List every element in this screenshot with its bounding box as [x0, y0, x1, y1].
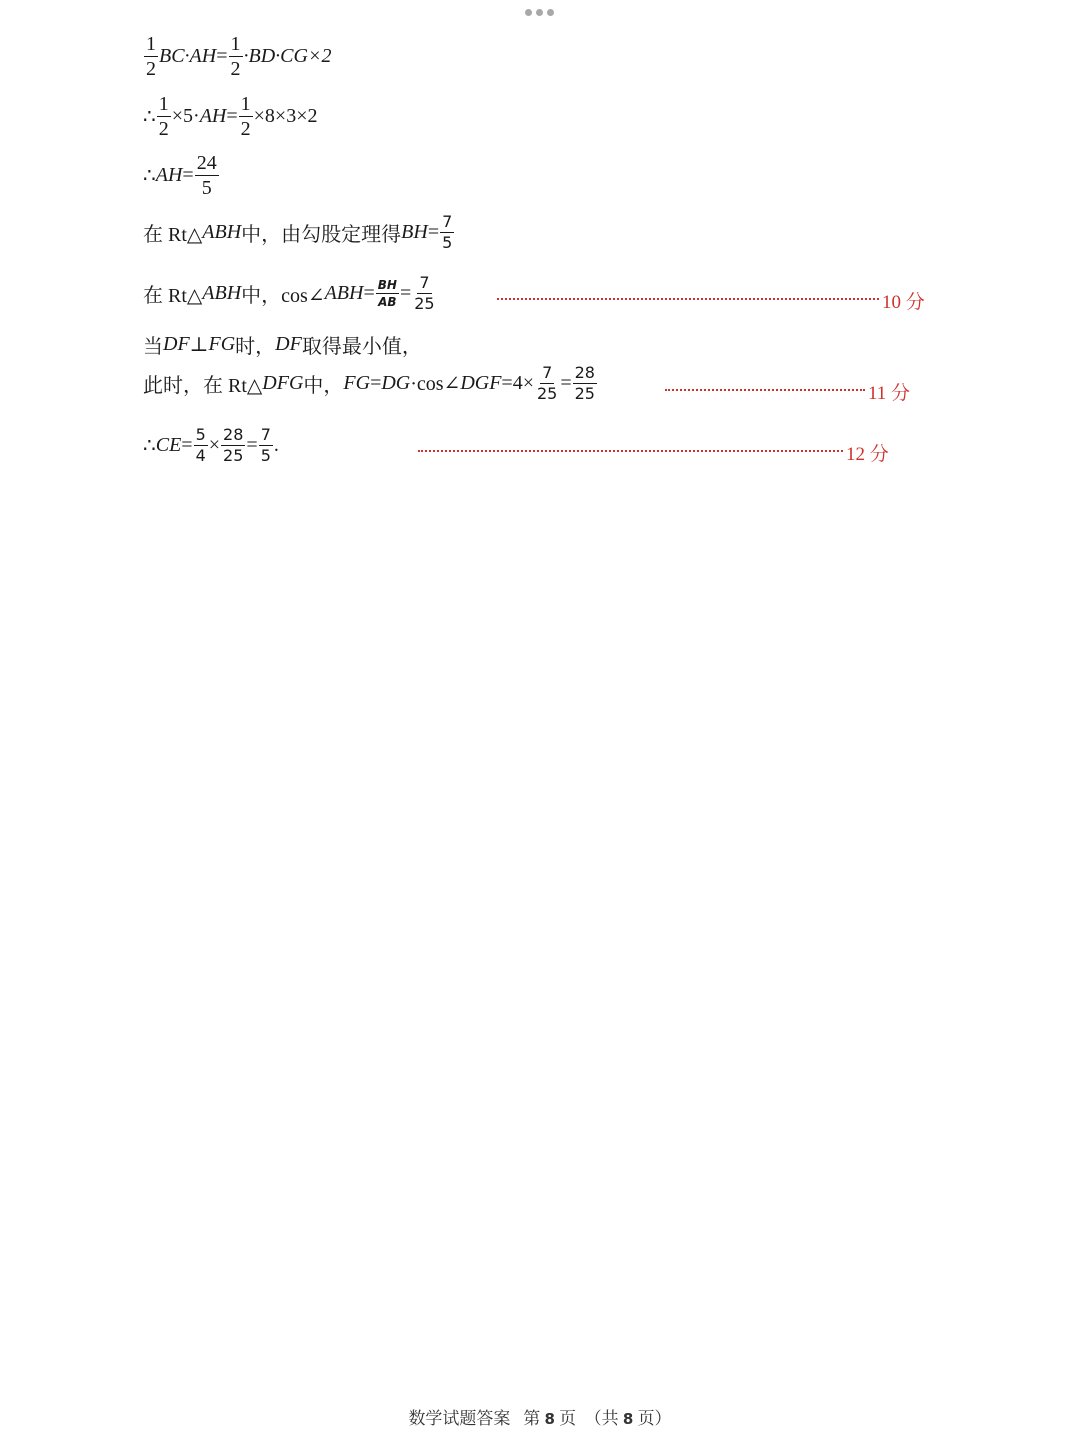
expr: ×8×3×2: [253, 105, 318, 127]
expr: DF: [163, 333, 190, 355]
score-label: 11 分: [868, 383, 911, 404]
text: 在 Rt△: [143, 224, 203, 246]
page-number: 8: [544, 1410, 555, 1428]
expr: =: [427, 221, 440, 243]
numerator: 7: [419, 273, 430, 292]
denominator: 2: [240, 118, 251, 140]
fraction: [144, 34, 158, 79]
text: 此时，在 Rt△: [143, 375, 263, 397]
numerator: 7: [442, 212, 453, 231]
expr: ⊥: [189, 334, 209, 356]
equation-line-1: [143, 34, 331, 79]
fraction: [195, 153, 219, 198]
text: 中，由勾股定理得: [241, 224, 402, 246]
expr: =: [226, 105, 238, 127]
expr: AH: [199, 105, 227, 127]
page-footer: [0, 1404, 1080, 1429]
expr: FG: [208, 333, 236, 355]
expr: ×5·: [171, 105, 200, 127]
denominator: 25: [536, 384, 558, 403]
more-options-icon[interactable]: [525, 9, 554, 16]
numerator: 28: [574, 363, 595, 382]
fraction: [229, 34, 243, 79]
expr: ·cos∠: [410, 373, 461, 395]
numerator: 24: [196, 152, 217, 174]
expr: =: [370, 372, 382, 394]
fraction: [573, 365, 597, 402]
numerator: BH: [377, 278, 397, 292]
text: 当: [143, 336, 163, 358]
expr: =: [182, 164, 194, 186]
expr: ·BD·CG×2: [243, 45, 332, 67]
dotted-leader: [418, 450, 843, 452]
expr: =4×: [501, 372, 534, 394]
denominator: 25: [223, 446, 244, 465]
fraction: [412, 275, 436, 312]
expr: AH: [155, 164, 183, 186]
fraction: [376, 279, 399, 308]
equation-line-6: [143, 330, 422, 359]
expr: .: [273, 434, 279, 456]
denominator: 25: [574, 384, 595, 403]
numerator: 1: [230, 33, 241, 55]
text: 在 Rt△: [143, 285, 203, 307]
dot: [536, 9, 543, 16]
expr: ×: [208, 434, 221, 456]
fraction: [157, 94, 171, 139]
equation-line-4: [143, 214, 455, 251]
expr: =: [399, 282, 412, 304]
numerator: 7: [542, 363, 553, 382]
equation-line-7: [143, 365, 598, 402]
dotted-leader: [497, 298, 879, 300]
text: 中，: [303, 375, 344, 397]
expr: =: [246, 434, 258, 456]
expr: DG: [381, 372, 411, 394]
expr: DFG: [262, 372, 304, 394]
expr: =: [560, 372, 572, 394]
numerator: 1: [240, 93, 251, 115]
score-marker-11: [665, 378, 910, 405]
footer-text: 第: [523, 1409, 541, 1428]
numerator: 5: [195, 425, 206, 444]
denominator: AB: [378, 295, 397, 309]
denominator: 2: [158, 118, 169, 140]
expr: BH: [401, 221, 428, 243]
fraction: [239, 94, 253, 139]
footer-title: 数学试题答案: [408, 1409, 511, 1428]
denominator: 2: [146, 58, 156, 80]
denominator: 25: [414, 294, 435, 313]
dotted-leader: [665, 389, 865, 391]
expr: BC·AH: [159, 45, 217, 67]
footer-text: 页: [559, 1409, 577, 1428]
expr: DGF: [460, 372, 502, 394]
text: 时，: [235, 336, 276, 358]
expr: ABH: [202, 282, 242, 304]
therefore-symbol: ∴: [143, 106, 156, 128]
expr: FG: [343, 372, 371, 394]
score-label: 10 分: [882, 292, 925, 313]
denominator: 2: [230, 58, 241, 80]
equation-line-5: [143, 275, 438, 312]
equation-line-2: [143, 94, 317, 139]
footer-text: 页）: [637, 1409, 672, 1428]
denominator: 4: [195, 446, 206, 465]
expr: ABH: [324, 282, 364, 304]
therefore-symbol: ∴: [143, 165, 156, 187]
expr: ABH: [202, 221, 242, 243]
fraction: [194, 427, 208, 464]
footer-text: （共: [584, 1409, 619, 1428]
text: 中，cos∠: [241, 285, 325, 307]
score-label: 12 分: [846, 444, 889, 465]
expr: CE: [155, 434, 182, 456]
numerator: 28: [223, 425, 244, 444]
expr: =: [363, 282, 375, 304]
denominator: 5: [260, 446, 271, 465]
dot: [547, 9, 554, 16]
expr: =: [216, 45, 228, 67]
numerator: 7: [260, 425, 271, 444]
equation-line-8: [143, 427, 279, 464]
total-pages: 8: [622, 1410, 634, 1428]
fraction: [221, 427, 245, 464]
dot: [525, 9, 532, 16]
fraction: [259, 427, 273, 464]
denominator: 5: [201, 177, 212, 199]
text: 取得最小值，: [301, 336, 422, 358]
expr: =: [181, 434, 193, 456]
numerator: 1: [158, 93, 169, 115]
therefore-symbol: ∴: [143, 435, 156, 457]
fraction: [535, 365, 559, 402]
equation-line-3: [143, 153, 220, 198]
score-marker-12: [418, 439, 889, 466]
score-marker-10: [497, 287, 925, 314]
denominator: 5: [442, 233, 453, 252]
numerator: 1: [146, 33, 156, 55]
expr: DF: [275, 333, 302, 355]
fraction: [440, 214, 454, 251]
